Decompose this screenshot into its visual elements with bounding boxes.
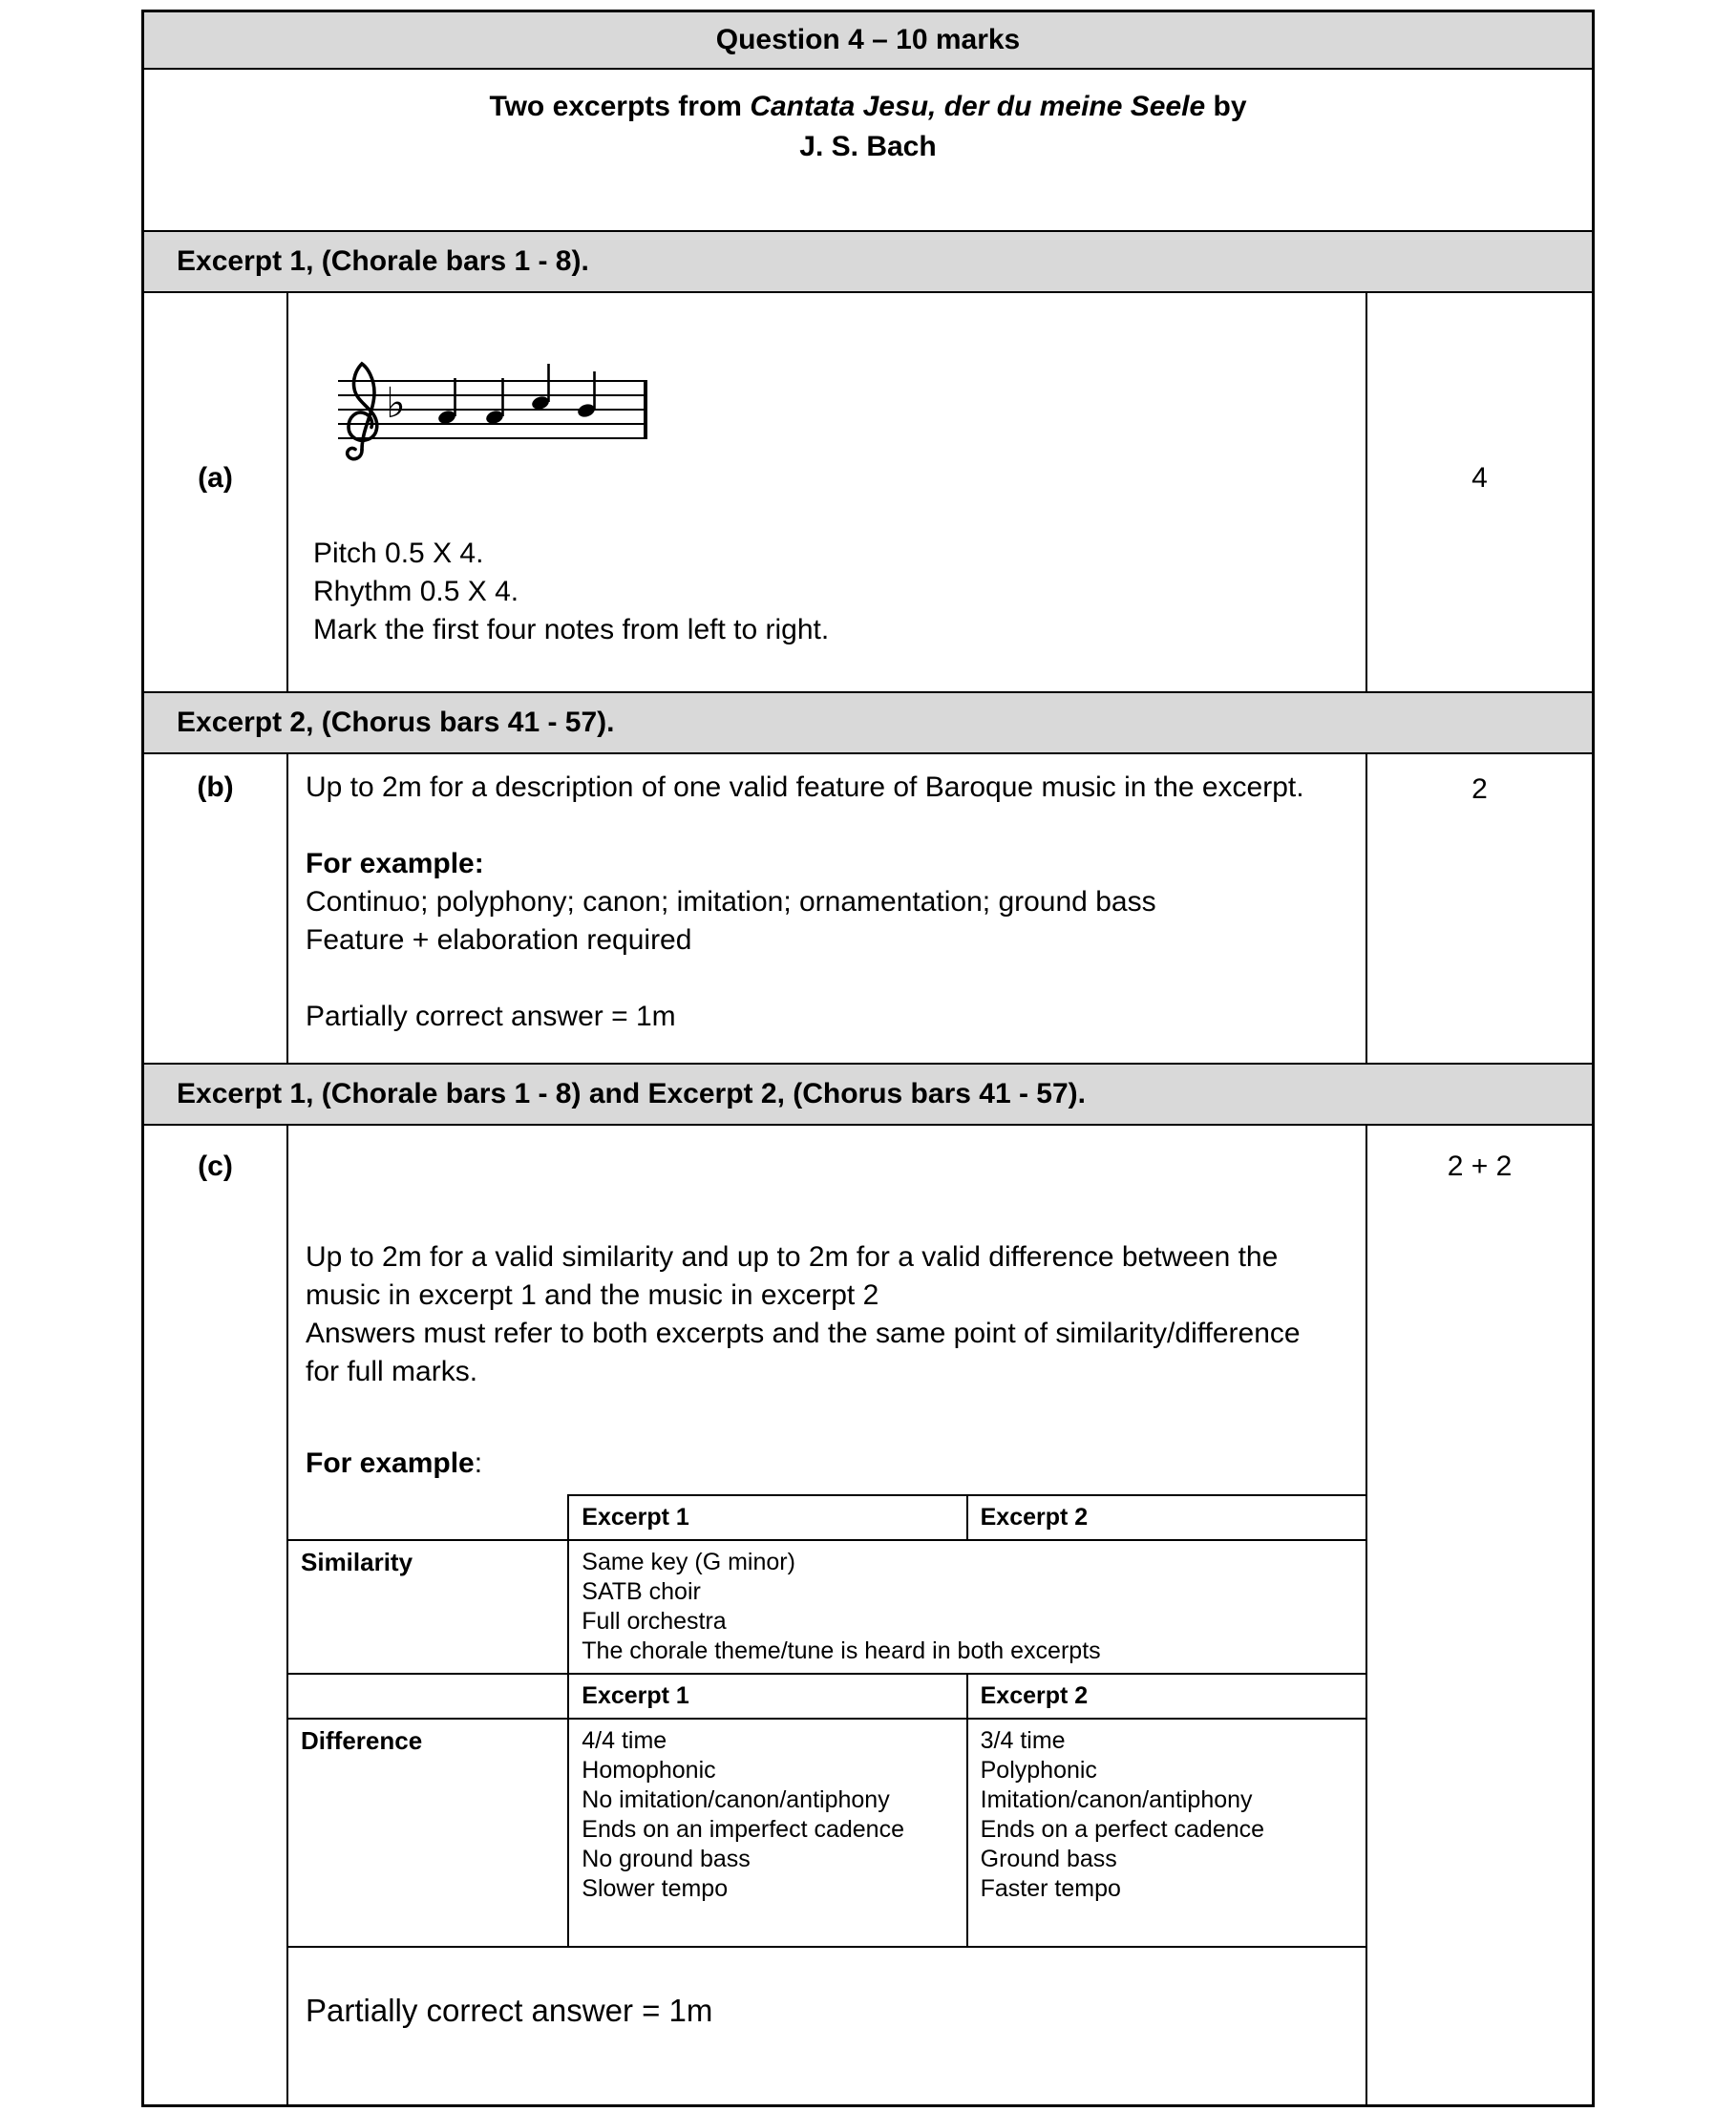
part-b-example-label: For example: [306, 848, 484, 879]
part-b-marks: 2 [1471, 773, 1488, 805]
treble-clef-icon [348, 364, 377, 459]
part-b-content [288, 754, 1367, 1063]
music-staff-image [330, 347, 1327, 483]
difference-points-excerpt1 [568, 1719, 966, 1947]
text-line: Continuo; polyphony; canon; imitation; ornamentation; ground bass [306, 886, 1156, 918]
empty-corner-cell-2 [288, 1674, 568, 1719]
table-header-row-2 [288, 1674, 1366, 1719]
part-c-partial-credit: Partially correct answer = 1m [306, 1993, 713, 2028]
text-line: Same key (G minor) [582, 1549, 795, 1575]
section-header-combined: Excerpt 1, (Chorale bars 1 - 8) and Excerpt 2, (Chorus bars 41 - 57). [144, 1065, 1592, 1126]
text-line: Feature + elaboration required [306, 924, 692, 956]
title-suffix: by [1205, 91, 1247, 122]
col-header-excerpt2: Excerpt 2 [967, 1495, 1366, 1540]
part-a-marks: 4 [1471, 461, 1488, 494]
question-header: Question 4 – 10 marks [144, 12, 1592, 70]
difference-row [288, 1719, 1366, 1947]
part-b-intro: Up to 2m for a description of one valid feature of Baroque music in the excerpt. [306, 771, 1304, 803]
text-line: Ends on an imperfect cadence [582, 1816, 904, 1843]
text-line: Full orchestra [582, 1608, 727, 1635]
text-line: Mark the first four notes from left to right. [313, 614, 830, 645]
text-line: Slower tempo [582, 1875, 729, 1902]
flat-sign-icon: ♭ [386, 379, 406, 428]
part-b-label: (b) [144, 754, 288, 1063]
similarity-label: Similarity [288, 1540, 568, 1674]
part-c-label: (c) [144, 1126, 288, 2104]
part-a-instructions [313, 535, 1327, 649]
section-header-excerpt1: Excerpt 1, (Chorale bars 1 - 8). [144, 232, 1592, 293]
difference-label: Difference [288, 1719, 568, 1947]
table-header-row-1 [288, 1495, 1366, 1540]
similarity-row [288, 1540, 1366, 1674]
part-a-label: (a) [144, 293, 288, 691]
work-title: Cantata Jesu, der du meine Seele [750, 91, 1206, 122]
difference-points-excerpt2 [967, 1719, 1366, 1947]
text-line: No imitation/canon/antiphony [582, 1786, 890, 1813]
section-header-excerpt2: Excerpt 2, (Chorus bars 41 - 57). [144, 693, 1592, 754]
title-prefix: Two excerpts from [489, 91, 751, 122]
composer-name: J. S. Bach [799, 131, 937, 162]
mark-scheme-document [141, 10, 1595, 2107]
part-c-paragraph-1: Up to 2m for a valid similarity and up to 2m for a valid difference between the music in excerpt 1 and the music in excerpt 2 [306, 1241, 1279, 1311]
text-line: No ground bass [582, 1846, 751, 1872]
col-header-excerpt1-repeat: Excerpt 1 [568, 1674, 966, 1719]
text-line: Ground bass [980, 1846, 1117, 1872]
empty-corner-cell [288, 1495, 568, 1540]
part-c-content [288, 1126, 1367, 2104]
text-line: Imitation/canon/antiphony [980, 1786, 1253, 1813]
treble-staff-icon [330, 347, 655, 473]
similarity-difference-table [288, 1494, 1366, 1948]
similarity-points [568, 1540, 1366, 1674]
example-label-text: For example [306, 1447, 475, 1479]
piece-title-line1 [144, 87, 1592, 127]
text-line: Faster tempo [980, 1875, 1121, 1902]
text-line: 4/4 time [582, 1727, 667, 1754]
part-a-content [288, 293, 1367, 691]
piece-title-block [144, 70, 1592, 232]
text-line: Homophonic [582, 1757, 716, 1784]
part-b-example-lines [306, 883, 1323, 960]
text-line: The chorale theme/tune is heard in both excerpts [582, 1637, 1101, 1664]
text-line: SATB choir [582, 1578, 701, 1605]
part-b-partial-credit: Partially correct answer = 1m [306, 1001, 676, 1032]
part-a-row [144, 293, 1592, 693]
col-header-excerpt2-repeat: Excerpt 2 [967, 1674, 1366, 1719]
text-line: Ends on a perfect cadence [980, 1816, 1265, 1843]
part-b-row [144, 754, 1592, 1065]
text-line: 3/4 time [980, 1727, 1066, 1754]
part-c-row [144, 1126, 1592, 2104]
part-c-paragraph-2: Answers must refer to both excerpts and the same point of similarity/difference for full marks. [306, 1318, 1301, 1387]
text-line: Pitch 0.5 X 4. [313, 538, 484, 569]
end-barline [644, 381, 647, 438]
col-header-excerpt1: Excerpt 1 [568, 1495, 966, 1540]
text-line: Polyphonic [980, 1757, 1097, 1784]
text-line: Rhythm 0.5 X 4. [313, 576, 519, 607]
part-c-marks: 2 + 2 [1447, 1151, 1513, 1182]
example-label-colon: : [474, 1447, 483, 1479]
part-c-example-label [288, 1445, 1366, 1483]
